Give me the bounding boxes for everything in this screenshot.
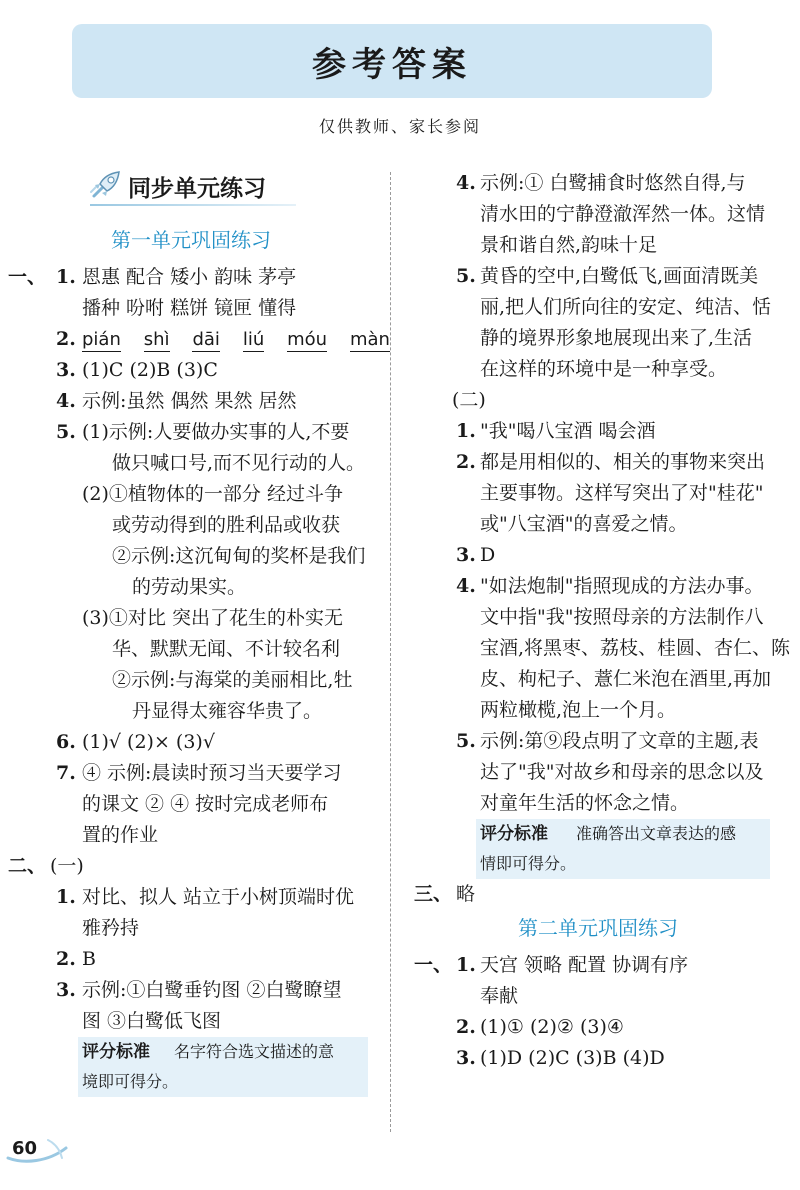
part-mark: 二、 — [8, 855, 47, 877]
answer-text: "我"喝八宝酒 喝会酒 — [480, 420, 656, 442]
answer-text: 黄昏的空中,白鹭低飞,画面清既美 — [480, 265, 759, 287]
answer-text: (1)C (2)B (3)C — [82, 359, 218, 381]
answer-text: B — [82, 948, 96, 970]
answer-text: 略 — [456, 883, 476, 905]
question-number: 1. — [456, 954, 476, 976]
answer-text: (1)① (2)② (3)④ — [480, 1016, 624, 1038]
answer-line — [412, 540, 784, 571]
answer-text: 示例:①白鹭垂钓图 ②白鹭瞭望 — [82, 979, 342, 1001]
left-column — [6, 168, 390, 1097]
answer-line — [412, 1043, 784, 1074]
answer-line — [412, 478, 784, 509]
answer-text: (1)√ (2)× (3)√ — [82, 731, 215, 753]
answer-line — [6, 293, 376, 324]
answer-text: 图 ③白鹭低飞图 — [82, 1010, 222, 1032]
scoring-text: 境即可得分。 — [82, 1072, 179, 1091]
answer-line — [6, 603, 376, 634]
question-number: 1. — [56, 886, 76, 908]
answer-line — [412, 571, 784, 602]
answer-text: 对童年生活的怀念之情。 — [480, 792, 690, 814]
scoring-label: 评分标准 — [82, 1042, 150, 1062]
answer-text: 奉献 — [480, 985, 519, 1007]
section-heading — [88, 168, 376, 212]
answer-line — [412, 1012, 784, 1043]
answer-line — [412, 879, 784, 910]
answer-text: 两粒橄榄,泡上一个月。 — [480, 699, 677, 721]
question-number: 4. — [56, 390, 76, 412]
answer-text: (1)D (2)C (3)B (4)D — [480, 1047, 665, 1069]
answer-line — [6, 479, 376, 510]
answer-line — [6, 417, 376, 448]
pinyin-item: màn — [349, 329, 390, 350]
answer-line — [6, 1006, 376, 1037]
subpart-label: (二) — [452, 389, 486, 411]
answer-text: 华、默默无闻、不计较名利 — [112, 638, 341, 660]
answer-line — [412, 323, 784, 354]
answer-line — [412, 168, 784, 199]
pinyin-item: móu — [287, 329, 328, 350]
question-number: 5. — [456, 265, 476, 287]
page-title: 参考答案 — [312, 44, 472, 85]
answer-line — [412, 385, 784, 416]
pinyin-item: pián — [82, 329, 121, 350]
answer-text: D — [480, 544, 496, 566]
right-column — [412, 168, 791, 1074]
answer-line — [412, 199, 784, 230]
question-number: 5. — [456, 730, 476, 752]
answer-text: 或劳动得到的胜利品或收获 — [112, 514, 341, 536]
answer-text: 丽,把人们所向往的安定、纯洁、恬 — [480, 296, 772, 318]
question-number: 3. — [456, 1047, 476, 1069]
answer-line — [412, 602, 784, 633]
unit1-title: 第一单元巩固练习 — [111, 228, 271, 252]
subpart-label: (一) — [50, 855, 84, 877]
answer-text: 做只喊口号,而不见行动的人。 — [112, 452, 366, 474]
answer-text: ④ 示例:晨读时预习当天要学习 — [82, 762, 342, 784]
answer-text: 的课文 ② ④ 按时完成老师布 — [82, 793, 329, 815]
scoring-text: 名字符合选文描述的意 — [174, 1042, 335, 1061]
answer-line — [6, 541, 376, 572]
scoring-box — [476, 849, 770, 879]
answer-line — [6, 262, 376, 293]
question-number: 2. — [456, 451, 476, 473]
answer-line — [412, 664, 784, 695]
answer-text: 天宫 领略 配置 协调有序 — [480, 954, 689, 976]
answer-line — [412, 788, 784, 819]
part-mark: 一、 — [414, 954, 453, 976]
answer-text: "如法炮制"指照现成的方法办事。 — [480, 575, 764, 597]
scoring-text: 情即可得分。 — [480, 854, 577, 873]
answer-text: 恩惠 配合 矮小 韵味 茅亭 — [82, 266, 297, 288]
question-number: 3. — [56, 979, 76, 1001]
answer-line — [6, 820, 376, 851]
answer-line — [6, 665, 376, 696]
answer-line — [412, 633, 791, 664]
answer-line — [6, 634, 376, 665]
answer-text: 皮、枸杞子、薏仁米泡在酒里,再加 — [480, 668, 772, 690]
answer-text: (1)示例:人要做办实事的人,不要 — [82, 421, 350, 443]
answer-line — [6, 696, 376, 727]
answer-line — [6, 727, 376, 758]
page-subtitle: 仅供教师、家长参阅 — [318, 117, 481, 136]
answer-text: (3)①对比 突出了花生的朴实无 — [82, 607, 343, 629]
answer-text: 都是用相似的、相关的事物来突出 — [480, 451, 766, 473]
unit2-title: 第二单元巩固练习 — [518, 916, 678, 940]
answer-text: 在这样的环境中是一种享受。 — [480, 358, 728, 380]
answer-text: 示例:虽然 偶然 果然 居然 — [82, 390, 297, 412]
question-number: 2. — [456, 1016, 476, 1038]
answer-line — [412, 292, 784, 323]
question-number: 2. — [56, 948, 76, 970]
pinyin-item: shì — [143, 329, 170, 350]
scoring-box — [476, 819, 770, 849]
answer-text: 雅矜持 — [82, 917, 140, 939]
scoring-text: 准确答出文章表达的感 — [576, 824, 737, 843]
answer-text: 静的境界形象地展现出来了,生活 — [480, 327, 753, 349]
answer-line — [412, 981, 784, 1012]
rocket-icon — [88, 170, 122, 202]
pinyin-row — [82, 324, 390, 355]
pinyin-item: liú — [242, 329, 265, 350]
part-mark: 三、 — [414, 883, 453, 905]
section-title: 同步单元练习 — [128, 176, 266, 202]
answer-line — [6, 386, 376, 417]
section-underline — [90, 204, 296, 206]
question-number: 1. — [56, 266, 76, 288]
question-number: 4. — [456, 575, 476, 597]
scoring-label: 评分标准 — [480, 824, 548, 844]
question-number: 3. — [456, 544, 476, 566]
answer-line — [6, 324, 390, 355]
page-number: 60 — [12, 1138, 38, 1159]
answer-text: 主要事物。这样写突出了对"桂花" — [480, 482, 764, 504]
question-number: 7. — [56, 762, 76, 784]
answer-line — [6, 355, 376, 386]
scoring-box — [78, 1067, 368, 1097]
answer-text: 或"八宝酒"的喜爱之情。 — [480, 513, 688, 535]
question-number: 2. — [56, 328, 76, 350]
answer-text: 达了"我"对故乡和母亲的思念以及 — [480, 761, 764, 783]
answer-line — [6, 758, 376, 789]
answer-line — [6, 975, 376, 1006]
answer-line — [412, 230, 784, 261]
answer-text: 示例:第⑨段点明了文章的主题,表 — [480, 730, 759, 752]
answer-line — [6, 913, 376, 944]
answer-line — [6, 448, 376, 479]
answer-text: 对比、拟人 站立于小树顶端时优 — [82, 886, 355, 908]
question-number: 5. — [56, 421, 76, 443]
answer-line — [6, 882, 376, 913]
part-mark: 一、 — [8, 266, 47, 288]
column-divider — [390, 172, 391, 1132]
answer-line — [6, 572, 376, 603]
answer-text: 示例:① 白鹭捕食时悠然自得,与 — [480, 172, 746, 194]
title-banner — [72, 24, 712, 98]
question-number: 3. — [56, 359, 76, 381]
question-number: 4. — [456, 172, 476, 194]
question-number: 1. — [456, 420, 476, 442]
answer-line — [6, 510, 376, 541]
question-number: 6. — [56, 731, 76, 753]
answer-line — [412, 416, 784, 447]
answer-line — [412, 757, 784, 788]
answer-text: 清水田的宁静澄澈浑然一体。这情 — [480, 203, 766, 225]
answer-line — [412, 950, 784, 981]
answer-text: ②示例:与海棠的美丽相比,牡 — [112, 669, 353, 691]
answer-text: 置的作业 — [82, 824, 159, 846]
answer-text: (2)①植物体的一部分 经过斗争 — [82, 483, 343, 505]
answer-line — [6, 944, 376, 975]
answer-text: 文中指"我"按照母亲的方法制作八 — [480, 606, 764, 628]
answer-line — [412, 447, 784, 478]
pinyin-item: dāi — [192, 329, 220, 350]
answer-line — [412, 509, 784, 540]
answer-text: 宝酒,将黑枣、荔枝、桂圆、杏仁、陈 — [480, 637, 791, 659]
answer-line — [412, 726, 784, 757]
answer-text: 丹显得太雍容华贵了。 — [132, 700, 323, 722]
answer-text: 播种 吩咐 糕饼 镜匣 懂得 — [82, 297, 297, 319]
answer-line — [6, 789, 376, 820]
scoring-box — [78, 1037, 368, 1067]
answer-line — [6, 851, 376, 882]
page-number-badge — [4, 1134, 72, 1164]
answer-line — [412, 695, 784, 726]
answer-text: 景和谐自然,韵味十足 — [480, 234, 658, 256]
answer-text: 的劳动果实。 — [132, 576, 247, 598]
answer-text: ②示例:这沉甸甸的奖杯是我们 — [112, 545, 366, 567]
answer-line — [412, 261, 784, 292]
answer-line — [412, 354, 784, 385]
